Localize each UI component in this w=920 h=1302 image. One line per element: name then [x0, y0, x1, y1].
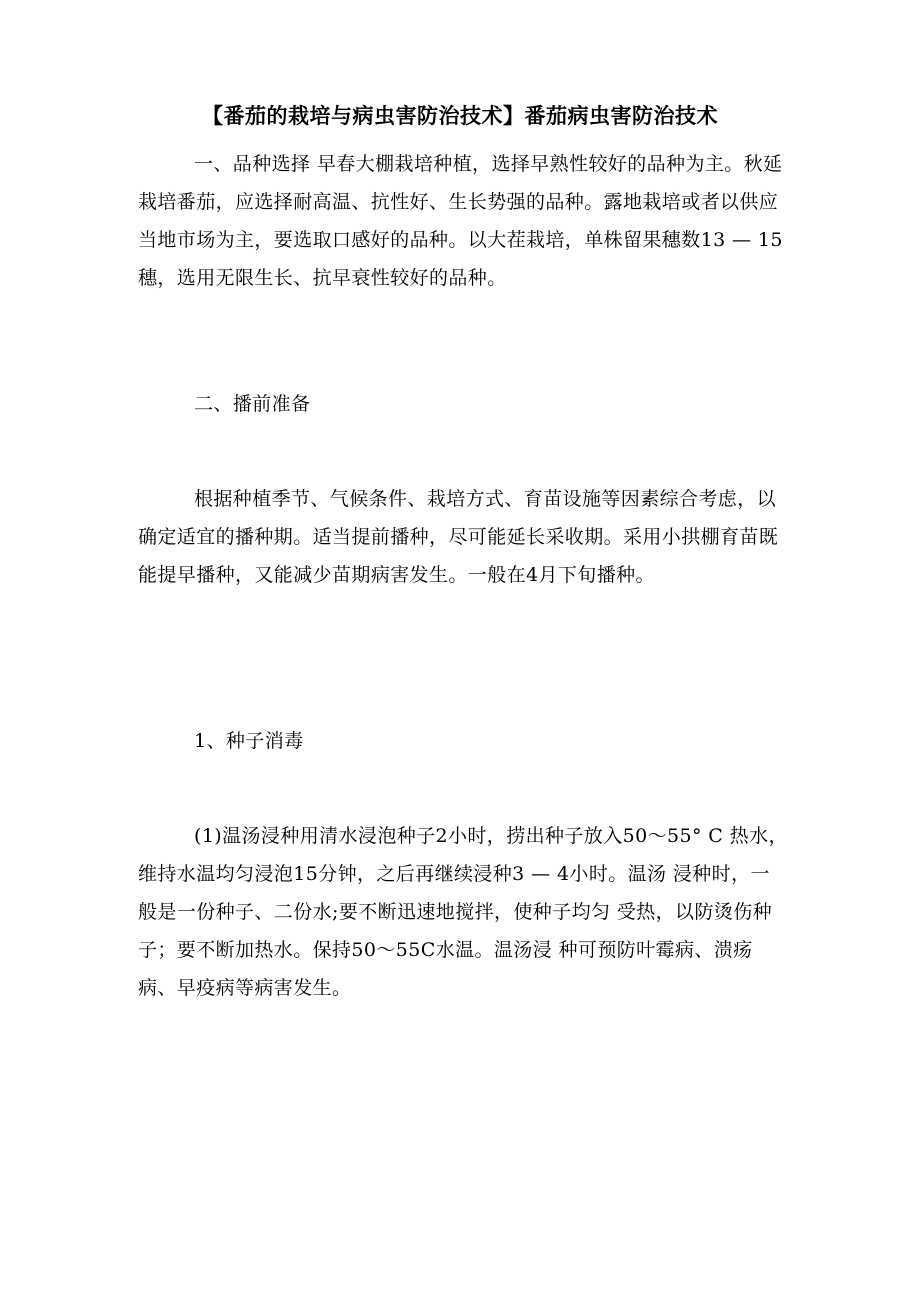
section-pre-sowing-paragraph: 根据种植季节、气候条件、栽培方式、育苗设施等因素综合考虑，以确定适宜的播种期。适当提前播种，尽可能延长采收期。采用小拱棚育苗既能提早播种，又能减少苗期病害发生。一般在4月下旬播种。: [138, 488, 779, 586]
seed-disinfection-paragraph: (1)温汤浸种用清水浸泡种子2小时，捞出种子放入50〜55° C 热水，维持水温均匀浸泡15分钟，之后再继续浸种3 — 4小时。温汤 浸种时，一般是一份种子、二份水;要不断迅速地搅拌，使种子均匀 受热，以防烫伤种子；要不断加热水。保持50〜55C水温。温汤浸 种可预防叶霉病、溃疡病、早疫病等病害发生。: [138, 825, 788, 999]
section-variety-selection-paragraph: 一、品种选择 早春大棚栽培种植，选择早熟性较好的品种为主。秋延栽培番茄，应选择耐高温、抗性好、生长势强的品种。露地栽培或者以供应当地市场为主，要选取口感好的品种。以大茬栽培，单株留果穗数13 — 15穗，选用无限生长、抗早衰性较好的品种。: [138, 153, 783, 289]
document-title: 【番茄的栽培与病虫害防治技术】番茄病虫害防治技术: [202, 103, 718, 128]
seed-disinfection-heading: 1、种子消毒: [194, 730, 304, 752]
section-pre-sowing-heading: 二、播前准备: [194, 393, 311, 415]
